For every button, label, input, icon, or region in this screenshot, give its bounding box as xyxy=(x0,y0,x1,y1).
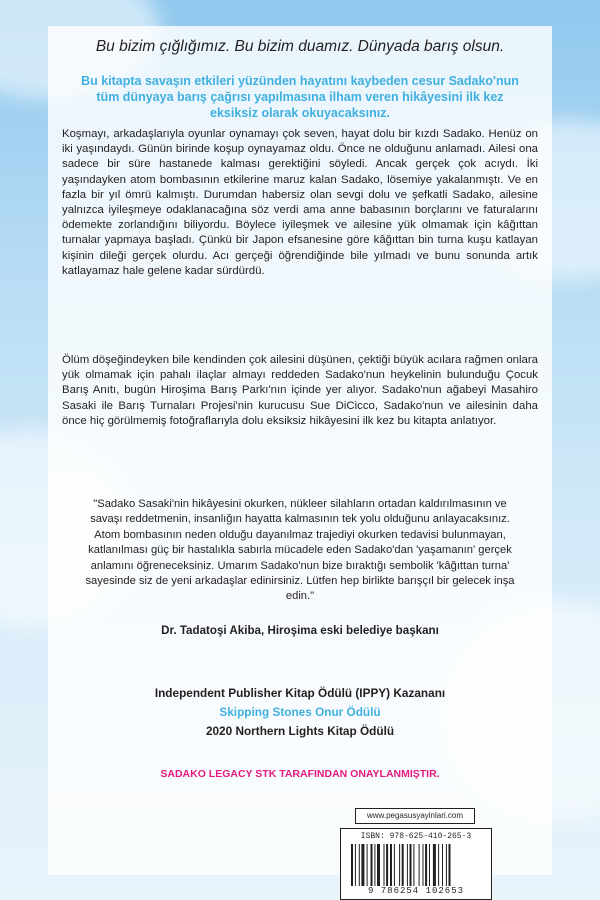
tagline: Bu bizim çığlığımız. Bu bizim duamız. Dünyada barış olsun. xyxy=(95,38,505,55)
award-skipping-stones: Skipping Stones Onur Ödülü xyxy=(219,705,381,719)
isbn-digits: 9 786254 102653 xyxy=(367,886,464,896)
award-northern-lights: 2020 Northern Lights Kitap Ödülü xyxy=(205,724,395,738)
intro-text: Bu kitapta savaşın etkileri yüzünden hayatını kaybeden cesur Sadako'nun tüm dünyaya barış çağrısı yapılmasına ilham veren hikâyesini ilk kez eksiksiz olarak okuyacaksınız. xyxy=(81,74,519,120)
approval-note: SADAKO LEGACY STK TARAFINDAN ONAYLANMIŞTIR. xyxy=(160,768,440,780)
award-ippy: Independent Publisher Kitap Ödülü (IPPY) Kazananı xyxy=(154,686,446,700)
quote-author: Dr. Tadatoşi Akiba, Hiroşima eski belediye başkanı xyxy=(161,624,439,637)
description-paragraph-1: Koşmayı, arkadaşlarıyla oyunlar oynamayı çok seven, hayat dolu bir kızdı Sadako. Henüz on iki yaşındaydı. Günün birinde koşup oynayamaz oldu. Önce ne olduğunu anlamadı. Ailesi ona sadece bir süre hastanede kalması gerektiğini söyledi. Ancak gerçek çok acıydı. İki yaşındayken atom bombasının etkilerine maruz kalan Sadako, lösemiye yakalanmıştı. Ve en fazla bir yıl ömrü kalmıştı. Durumdan habersiz olan sevgi dolu ve şefkatli Sadako, ailesine yalnızca iyileşmeye odaklanacağına söz verdi ama anne babasının borçlarını ve faturalarını ödemekte zorlandığını biliyordu. Böylece iyileşmek ve ailesine yük olmamak için kâğıttan turnalar yapmaya başladı. Çünkü bir Japon efsanesine göre kâğıttan bin turna kuşu katlayan kişinin dileği gerçek olurdu. Acı gerçeği öğrendiğinde bile yılmadı ve bunu sonunda artık katlayamaz hale gelene kadar sürdürdü. xyxy=(62,128,538,277)
endorsement-quote: "Sadako Sasaki'nin hikâyesini okurken, nükleer silahların ortadan kaldırılmasının ve savaşı reddetmenin, insanlığın hayatta kalmasının tek yolu olduğunu anlayacaksınız. Atom bombasının neden olduğu dayanılmaz trajediyi okurken tedavisi bulunmayan, katlanılması güç bir hastalıkla sabırla mücadele eden Sadako'dan 'yaşamanın' gerçek anlamını öğreneceksiniz. Umarım Sadako'nun bize bıraktığı sembolik 'kâğıttan turna' sayesinde siz de yeni arkadaşlar edinirsiniz. Lütfen hep birlikte barışçıl bir gelecek inşa edin." xyxy=(85,498,515,603)
isbn-label: ISBN: 978-625-410-265-3 xyxy=(360,832,472,841)
barcode-icon xyxy=(351,844,481,886)
publisher-website: www.pegasusyayinlari.com xyxy=(355,808,475,824)
description-paragraph-2: Ölüm döşeğindeyken bile kendinden çok ailesini düşünen, çektiği büyük acılara rağmen onlara yük olmamak için pahalı ilaçlar almayı reddeden Sadako'nun heykelinin bulunduğu Çocuk Barış Anıtı, bugün Hiroşima Barış Parkı'nın içinde yer alıyor. Sadako'nun ağabeyi Masahiro Sasaki ile Barış Turnaları Projesi'nin kurucusu Sue DiCicco, Sadako'nun ve ailesinin daha önce hiç görülmemiş fotoğraflarıyla dolu eksiksiz hikâyesini ilk kez bu kitapta anlatıyor. xyxy=(62,354,538,427)
barcode-box xyxy=(340,828,492,900)
